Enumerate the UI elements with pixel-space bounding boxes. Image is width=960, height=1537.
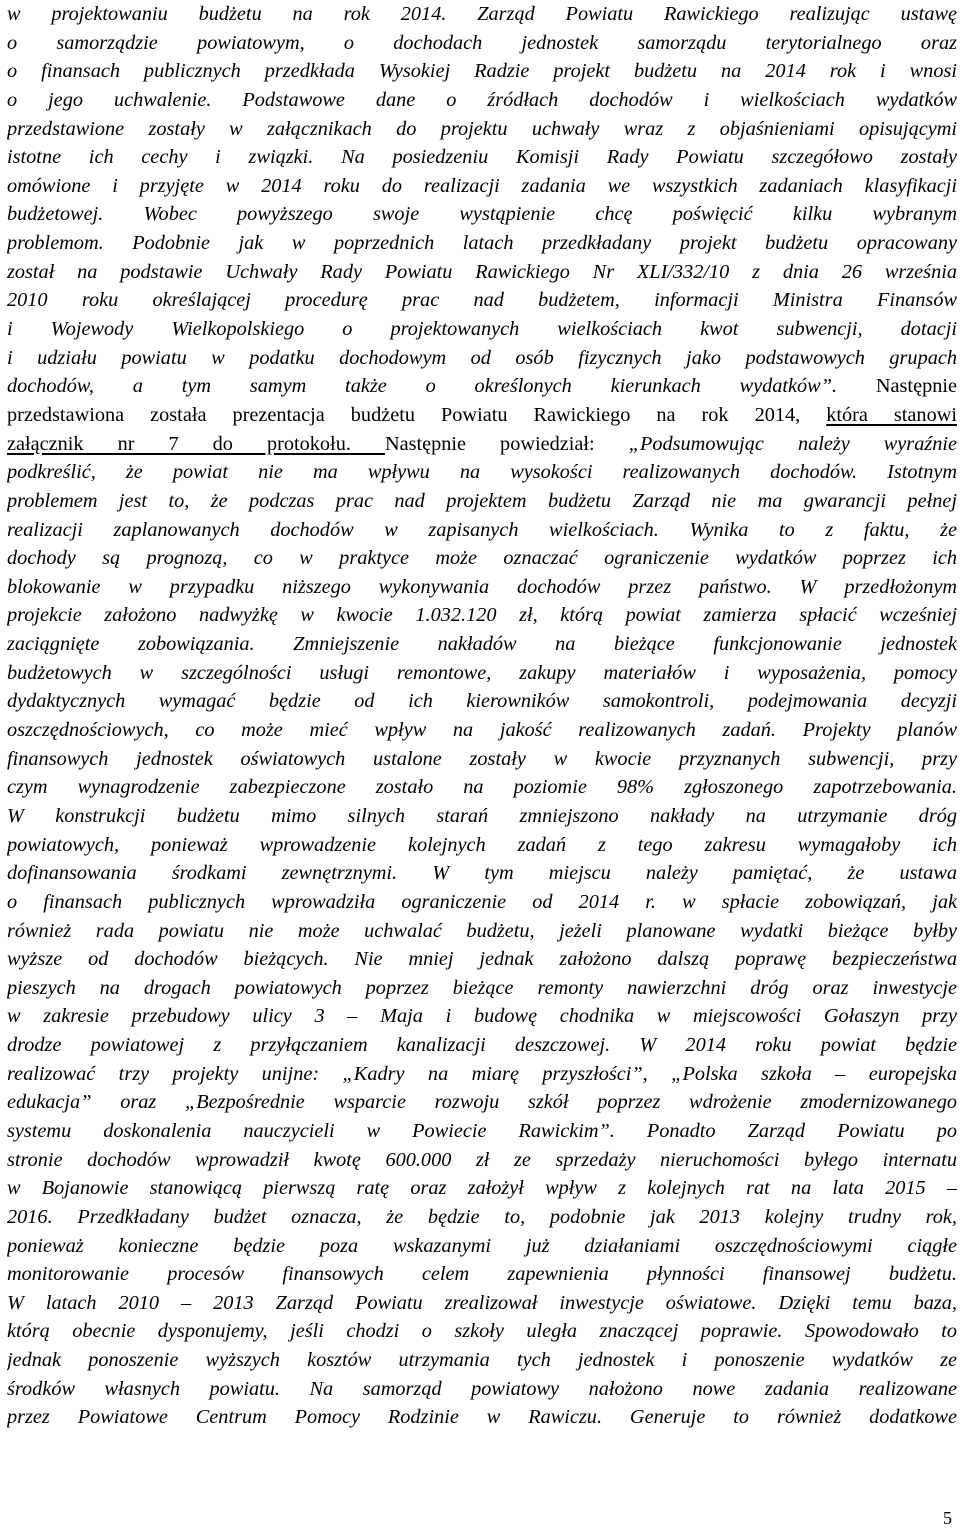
text-segment: o finansach publicznych wprowadziła ograniczenie od 2014 r. w spłacie zobowiązań, jak: [7, 890, 957, 913]
text-segment: dydaktycznych wymagać będzie od ich kierowników samokontroli, podejmowania decyzji: [7, 690, 957, 713]
text-segment: i Wojewody Wielkopolskiego o projektowanych wielkościach kwot subwencji, dotacji: [7, 318, 957, 341]
text-line: [7, 143, 957, 172]
text-segment: o finansach publicznych przedkłada Wysokiej Radzie projekt budżetu na 2014 rok i wnosi: [7, 60, 957, 83]
text-segment: dochody są prognozą, co w praktyce może oznaczać ograniczenie wydatków poprzez ich: [7, 547, 957, 570]
text-line: [7, 430, 957, 459]
text-segment: powiatowych, ponieważ wprowadzenie kolejnych zadań z tego zakresu wymagałoby ich: [7, 833, 957, 856]
text-line: [7, 1203, 957, 1232]
text-segment: blokowanie w przypadku niższego wykonywania dochodów przez państwo. W przedłożonym: [7, 575, 957, 598]
text-segment: o jego uchwalenie. Podstawowe dane o źródłach dochodów i wielkościach wydatków: [7, 88, 957, 111]
text-segment: problemem jest to, że podczas prac nad projektem budżetu Zarząd nie ma gwarancji pełnej: [7, 489, 957, 512]
text-line: [7, 57, 957, 86]
text-segment: monitorowanie procesów finansowych celem zapewnienia płynności finansowej budżetu.: [7, 1263, 957, 1286]
text-segment: przez Powiatowe Centrum Pomocy Rodzinie w Rawiczu. Generuje to również dodatkowe: [7, 1406, 957, 1429]
text-line: [7, 745, 957, 774]
text-segment: przedstawiona została prezentacja budżetu Powiatu Rawickiego na rok 2014,: [7, 403, 827, 426]
text-line: [7, 1117, 957, 1146]
text-line: [7, 802, 957, 831]
text-segment: podkreślić, że powiat nie ma wpływu na wysokości realizowanych dochodów. Istotnym: [7, 461, 957, 484]
text-segment: budżetowej. Wobec powyższego swoje wystąpienie chcę poświęcić kilku wybranym: [7, 203, 957, 226]
text-line: [7, 1031, 957, 1060]
text-segment: realizacji zaplanowanych dochodów w zapisanych wielkościach. Wynika to z faktu, że: [7, 518, 957, 541]
text-segment: Następnie powiedział:: [384, 432, 629, 455]
text-segment: i udziału powiatu w podatku dochodowym od osób fizycznych jako podstawowych grupach: [7, 346, 957, 369]
text-segment: W latach 2010 – 2013 Zarząd Powiatu zrealizował inwestycje oświatowe. Dzięki temu baza,: [7, 1291, 957, 1314]
text-line: [7, 1060, 957, 1089]
text-line: [7, 1174, 957, 1203]
text-line: [7, 544, 957, 573]
text-line: [7, 974, 957, 1003]
text-line: [7, 773, 957, 802]
text-line: [7, 687, 957, 716]
text-line: [7, 115, 957, 144]
text-line: [7, 573, 957, 602]
text-segment: omówione i przyjęte w 2014 roku do realizacji zadania we wszystkich zadaniach klasyfikacji: [7, 174, 957, 197]
underlined-text: która stanowi: [826, 403, 957, 426]
text-line: [7, 344, 957, 373]
text-segment: stronie dochodów wprowadził kwotę 600.000 zł ze sprzedaży nieruchomości byłego internatu: [7, 1148, 957, 1171]
text-segment: drodze powiatowej z przyłączaniem kanalizacji deszczowej. W 2014 roku powiat będzie: [7, 1034, 957, 1057]
text-line: [7, 945, 957, 974]
text-line: [7, 1088, 957, 1117]
text-segment: pieszych na drogach powiatowych poprzez bieżące remonty nawierzchni dróg oraz inwestycje: [7, 976, 957, 999]
text-line: [7, 1403, 957, 1432]
text-line: [7, 1375, 957, 1404]
text-segment: o samorządzie powiatowym, o dochodach jednostek samorządu terytorialnego oraz: [7, 31, 957, 54]
text-line: [7, 86, 957, 115]
text-line: [7, 0, 957, 29]
text-segment: przedstawione zostały w załącznikach do projektu uchwały wraz z objaśnieniami opisującymi: [7, 117, 957, 140]
text-line: [7, 630, 957, 659]
text-line: [7, 458, 957, 487]
text-segment: „Podsumowując należy wyraźnie: [628, 432, 957, 455]
text-segment: oszczędnościowych, co może mieć wpływ na jakość realizowanych zadań. Projekty planów: [7, 719, 957, 742]
text-line: [7, 200, 957, 229]
text-line: [7, 372, 957, 401]
text-segment: W konstrukcji budżetu mimo silnych starań zmniejszono nakłady na utrzymanie dróg: [7, 804, 957, 827]
text-segment: edukacja” oraz „Bezpośrednie wsparcie rozwoju szkół poprzez wdrożenie zmodernizowanego: [7, 1091, 957, 1114]
text-segment: również rada powiatu nie może uchwalać budżetu, jeżeli planowane wydatki bieżące byłby: [7, 919, 957, 942]
text-segment: 2010 roku określającej procedurę prac nad budżetem, informacji Ministra Finansów: [7, 289, 957, 312]
text-line: [7, 401, 957, 430]
text-segment: którą obecnie dysponujemy, jeśli chodzi o szkoły uległa znaczącej poprawie. Spowodowało to: [7, 1320, 957, 1343]
document-body: [7, 0, 957, 1432]
text-line: [7, 1002, 957, 1031]
text-line: [7, 831, 957, 860]
text-line: [7, 1260, 957, 1289]
text-segment: projekcie założono nadwyżkę w kwocie 1.032.120 zł, którą powiat zamierza spłacić wcześniej: [7, 604, 957, 627]
text-line: [7, 172, 957, 201]
text-segment: w projektowaniu budżetu na rok 2014. Zarząd Powiatu Rawickiego realizując ustawę: [7, 3, 957, 25]
text-line: [7, 917, 957, 946]
text-line: [7, 888, 957, 917]
page-number: 5: [943, 1508, 952, 1528]
text-line: [7, 229, 957, 258]
text-segment: zaciągnięte zobowiązania. Zmniejszenie nakładów na bieżące funkcjonowanie jednostek: [7, 633, 957, 656]
text-line: [7, 516, 957, 545]
text-line: [7, 716, 957, 745]
text-line: [7, 601, 957, 630]
text-line: [7, 1146, 957, 1175]
text-segment: jednak ponoszenie wyższych kosztów utrzymania tych jednostek i ponoszenie wydatków ze: [7, 1349, 957, 1372]
text-line: [7, 1232, 957, 1261]
underlined-text: załącznik nr 7 do protokołu.: [7, 432, 385, 455]
text-segment: środków własnych powiatu. Na samorząd powiatowy nałożono nowe zadania realizowane: [7, 1377, 957, 1400]
text-segment: budżetowych w szczególności usługi remontowe, zakupy materiałów i wyposażenia, pomocy: [7, 661, 957, 684]
text-segment: czym wynagrodzenie zabezpieczone zostało na poziomie 98% zgłoszonego zapotrzebowania.: [7, 776, 957, 799]
text-line: [7, 487, 957, 516]
text-segment: 2016. Przedkładany budżet oznacza, że będzie to, podobnie jak 2013 kolejny trudny rok,: [7, 1205, 957, 1228]
text-segment: problemom. Podobnie jak w poprzednich latach przedkładany projekt budżetu opracowany: [7, 232, 957, 255]
text-line: [7, 286, 957, 315]
text-segment: ponieważ konieczne będzie poza wskazanymi już działaniami oszczędnościowymi ciągłe: [7, 1234, 957, 1257]
text-segment: dochodów, a tym samym także o określonych kierunkach wydatków”.: [7, 375, 876, 398]
text-segment: dofinansowania środkami zewnętrznymi. W tym miejscu należy pamiętać, że ustawa: [7, 862, 957, 885]
text-line: [7, 859, 957, 888]
text-segment: istotne ich cechy i związki. Na posiedzeniu Komisji Rady Powiatu szczegółowo zostały: [7, 146, 957, 169]
text-segment: w Bojanowie stanowiącą pierwszą ratę oraz założył wpływ z kolejnych rat na lata 2015 –: [7, 1177, 957, 1200]
text-line: [7, 258, 957, 287]
text-segment: systemu doskonalenia nauczycieli w Powiecie Rawickim”. Ponadto Zarząd Powiatu po: [7, 1119, 957, 1142]
text-line: [7, 29, 957, 58]
text-line: [7, 1289, 957, 1318]
text-line: [7, 1317, 957, 1346]
text-line: [7, 1346, 957, 1375]
text-line: [7, 659, 957, 688]
text-segment: Następnie: [875, 375, 957, 398]
text-segment: w zakresie przebudowy ulicy 3 – Maja i budowę chodnika w miejscowości Gołaszyn przy: [7, 1005, 957, 1028]
text-segment: finansowych jednostek oświatowych ustalone zostały w kwocie przyznanych subwencji, przy: [7, 747, 957, 770]
text-segment: wyższe od dochodów bieżących. Nie mniej jednak założono dalszą poprawę bezpieczeństwa: [7, 948, 957, 971]
text-segment: realizować trzy projekty unijne: „Kadry na miarę przyszłości”, „Polska szkoła – europejska: [7, 1062, 957, 1085]
text-line: [7, 315, 957, 344]
text-segment: został na podstawie Uchwały Rady Powiatu Rawickiego Nr XLI/332/10 z dnia 26 września: [7, 260, 957, 283]
